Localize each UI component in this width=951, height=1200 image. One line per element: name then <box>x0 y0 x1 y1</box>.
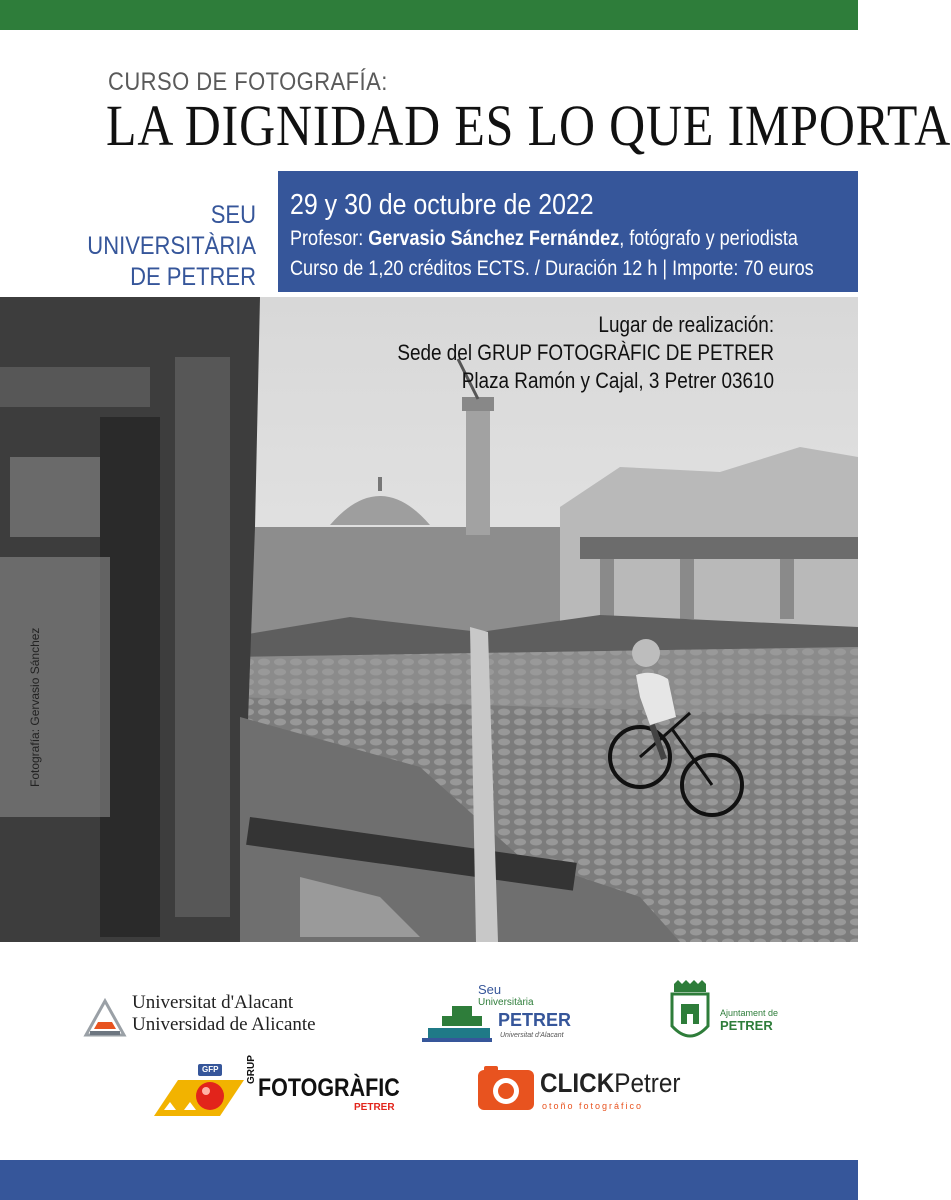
click-rest: Petrer <box>614 1068 681 1098</box>
gfp-name: FOTOGRÀFIC <box>258 1074 400 1102</box>
venue-line-2: DE PETRER <box>130 263 256 291</box>
click-wordmark <box>540 1068 680 1099</box>
page-title: LA DIGNIDAD ES LO QUE IMPORTA <box>106 93 951 158</box>
photo-credit: Fotografía: Gervasio Sánchez <box>28 627 42 787</box>
location-block <box>397 311 774 395</box>
professor-line <box>290 227 798 251</box>
bottom-color-bar <box>0 1160 858 1200</box>
seu-name: PETRER <box>498 1010 572 1030</box>
gfp-city: PETRER <box>354 1102 395 1113</box>
seu-top: Seu <box>478 982 502 997</box>
top-color-bar <box>0 0 858 30</box>
location-address: Plaza Ramón y Cajal, 3 Petrer 03610 <box>461 368 774 393</box>
course-date: 29 y 30 de octubre de 2022 <box>290 189 594 221</box>
ua-line-2: Universidad de Alicante <box>132 1014 316 1035</box>
course-info-box <box>278 171 858 292</box>
ua-emblem-icon <box>84 995 126 1037</box>
cover-photograph <box>0 297 858 942</box>
seu-petrer-logo <box>422 982 572 1044</box>
click-petrer-logo <box>476 1066 706 1114</box>
camera-icon <box>476 1066 536 1112</box>
petrer-coat-of-arms-icon <box>668 980 712 1046</box>
grup-fotografic-logo <box>154 1055 404 1122</box>
ajuntament-petrer-logo <box>668 980 788 1048</box>
professor-name: Gervasio Sánchez Fernández <box>368 227 620 250</box>
click-sub: otoño fotográfico <box>542 1101 644 1111</box>
gfp-badge: GFP <box>202 1065 219 1074</box>
venue-name <box>84 200 256 293</box>
ua-line-1: Universitat d'Alacant <box>132 992 294 1013</box>
seu-sub: Universitat d'Alacant <box>500 1032 564 1039</box>
location-label: Lugar de realización: <box>598 312 774 337</box>
ajuntament-line-1: Ajuntament de <box>720 1008 779 1018</box>
location-place: Sede del GRUP FOTOGRÀFIC DE PETRER <box>397 340 774 365</box>
universidad-alicante-logo <box>84 992 334 1042</box>
click-bold: CLICK <box>540 1068 615 1098</box>
professor-role: , fotógrafo y periodista <box>619 227 798 250</box>
gfp-grup: GRUP <box>246 1055 257 1084</box>
course-kicker: CURSO DE FOTOGRAFÍA: <box>108 68 388 96</box>
venue-line-1: SEU UNIVERSITÀRIA <box>87 201 256 260</box>
ua-name <box>132 992 316 1036</box>
professor-label: Profesor: <box>290 227 369 250</box>
course-details: Curso de 1,20 créditos ECTS. / Duración 12 h | Importe: 70 euros <box>290 257 814 280</box>
seu-mid: Universitària <box>478 997 534 1008</box>
ajuntament-line-2: PETRER <box>720 1018 773 1033</box>
